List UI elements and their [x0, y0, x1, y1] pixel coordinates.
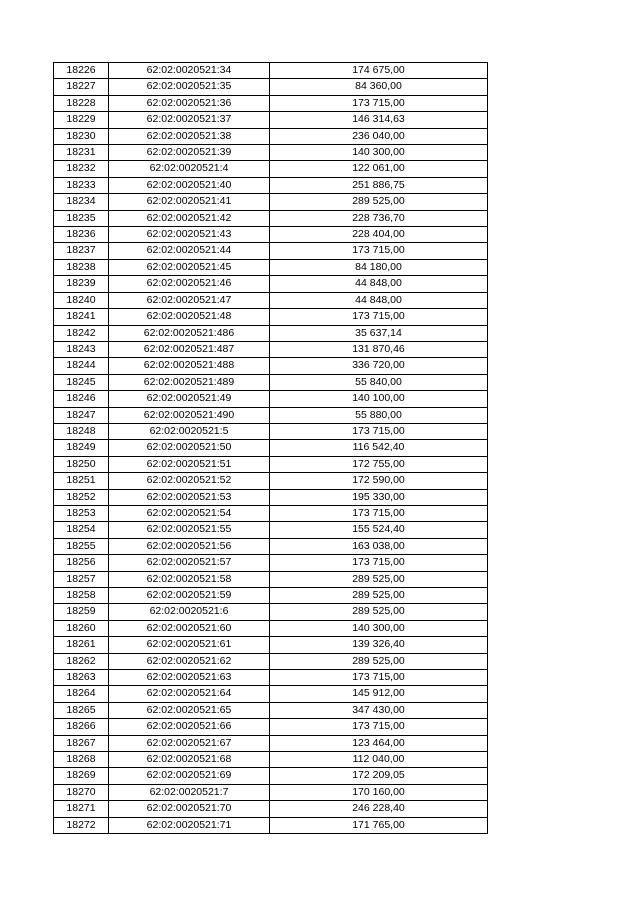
table-row: [54, 456, 488, 472]
row-number-cell: 18238: [54, 259, 109, 275]
table-row: [54, 79, 488, 95]
table-row: [54, 128, 488, 144]
value-cell: 163 038,00: [270, 538, 488, 554]
cadastral-number-cell: 62:02:0020521:487: [109, 341, 270, 357]
cadastral-number-cell: 62:02:0020521:60: [109, 620, 270, 636]
row-number-cell: 18254: [54, 522, 109, 538]
table-row: [54, 588, 488, 604]
row-number-cell: 18245: [54, 374, 109, 390]
cadastral-number-cell: 62:02:0020521:70: [109, 801, 270, 817]
cadastral-number-cell: 62:02:0020521:7: [109, 784, 270, 800]
row-number-cell: 18266: [54, 719, 109, 735]
table-row: [54, 637, 488, 653]
cadastral-number-cell: 62:02:0020521:37: [109, 112, 270, 128]
row-number-cell: 18265: [54, 702, 109, 718]
row-number-cell: 18257: [54, 571, 109, 587]
cadastral-number-cell: 62:02:0020521:36: [109, 95, 270, 111]
row-number-cell: 18236: [54, 227, 109, 243]
row-number-cell: 18237: [54, 243, 109, 259]
cadastral-number-cell: 62:02:0020521:58: [109, 571, 270, 587]
table-row: [54, 817, 488, 833]
cadastral-number-cell: 62:02:0020521:54: [109, 505, 270, 521]
value-cell: 155 524,40: [270, 522, 488, 538]
value-cell: 228 404,00: [270, 227, 488, 243]
cadastral-number-cell: 62:02:0020521:35: [109, 79, 270, 95]
cadastral-number-cell: 62:02:0020521:486: [109, 325, 270, 341]
table-row: [54, 752, 488, 768]
cadastral-number-cell: 62:02:0020521:69: [109, 768, 270, 784]
row-number-cell: 18270: [54, 784, 109, 800]
cadastral-value-table: [53, 62, 488, 834]
value-cell: 173 715,00: [270, 423, 488, 439]
cadastral-number-cell: 62:02:0020521:39: [109, 145, 270, 161]
table-row: [54, 292, 488, 308]
cadastral-number-cell: 62:02:0020521:50: [109, 440, 270, 456]
cadastral-number-cell: 62:02:0020521:48: [109, 309, 270, 325]
table-row: [54, 374, 488, 390]
value-cell: 139 326,40: [270, 637, 488, 653]
value-cell: 289 525,00: [270, 604, 488, 620]
value-cell: 236 040,00: [270, 128, 488, 144]
table-row: [54, 768, 488, 784]
table-row: [54, 440, 488, 456]
cadastral-number-cell: 62:02:0020521:47: [109, 292, 270, 308]
value-cell: 251 886,75: [270, 177, 488, 193]
row-number-cell: 18226: [54, 63, 109, 79]
value-cell: 170 160,00: [270, 784, 488, 800]
cadastral-number-cell: 62:02:0020521:489: [109, 374, 270, 390]
cadastral-number-cell: 62:02:0020521:4: [109, 161, 270, 177]
row-number-cell: 18230: [54, 128, 109, 144]
table-row: [54, 620, 488, 636]
value-cell: 122 061,00: [270, 161, 488, 177]
table-row: [54, 538, 488, 554]
cadastral-number-cell: 62:02:0020521:65: [109, 702, 270, 718]
cadastral-number-cell: 62:02:0020521:49: [109, 391, 270, 407]
table-row: [54, 670, 488, 686]
value-cell: 44 848,00: [270, 276, 488, 292]
value-cell: 173 715,00: [270, 95, 488, 111]
table-row: [54, 784, 488, 800]
row-number-cell: 18253: [54, 505, 109, 521]
value-cell: 172 590,00: [270, 473, 488, 489]
cadastral-number-cell: 62:02:0020521:40: [109, 177, 270, 193]
row-number-cell: 18261: [54, 637, 109, 653]
table-row: [54, 604, 488, 620]
cadastral-number-cell: 62:02:0020521:61: [109, 637, 270, 653]
row-number-cell: 18244: [54, 358, 109, 374]
row-number-cell: 18259: [54, 604, 109, 620]
table-row: [54, 309, 488, 325]
row-number-cell: 18229: [54, 112, 109, 128]
table-row: [54, 473, 488, 489]
value-cell: 140 100,00: [270, 391, 488, 407]
cadastral-number-cell: 62:02:0020521:64: [109, 686, 270, 702]
row-number-cell: 18228: [54, 95, 109, 111]
row-number-cell: 18263: [54, 670, 109, 686]
row-number-cell: 18269: [54, 768, 109, 784]
row-number-cell: 18256: [54, 555, 109, 571]
row-number-cell: 18241: [54, 309, 109, 325]
cadastral-number-cell: 62:02:0020521:5: [109, 423, 270, 439]
value-cell: 172 209,05: [270, 768, 488, 784]
value-cell: 289 525,00: [270, 588, 488, 604]
value-cell: 44 848,00: [270, 292, 488, 308]
row-number-cell: 18252: [54, 489, 109, 505]
table-row: [54, 63, 488, 79]
value-cell: 55 840,00: [270, 374, 488, 390]
value-cell: 84 180,00: [270, 259, 488, 275]
table-row: [54, 702, 488, 718]
row-number-cell: 18247: [54, 407, 109, 423]
table-row: [54, 801, 488, 817]
cadastral-number-cell: 62:02:0020521:59: [109, 588, 270, 604]
table-row: [54, 177, 488, 193]
table-row: [54, 194, 488, 210]
table-row: [54, 391, 488, 407]
value-cell: 289 525,00: [270, 571, 488, 587]
value-cell: 146 314,63: [270, 112, 488, 128]
row-number-cell: 18272: [54, 817, 109, 833]
row-number-cell: 18255: [54, 538, 109, 554]
value-cell: 172 755,00: [270, 456, 488, 472]
table-row: [54, 259, 488, 275]
value-cell: 55 880,00: [270, 407, 488, 423]
value-cell: 173 715,00: [270, 243, 488, 259]
table-row: [54, 571, 488, 587]
row-number-cell: 18234: [54, 194, 109, 210]
row-number-cell: 18267: [54, 735, 109, 751]
row-number-cell: 18231: [54, 145, 109, 161]
table-row: [54, 358, 488, 374]
table-row: [54, 276, 488, 292]
table-row: [54, 522, 488, 538]
value-cell: 174 675,00: [270, 63, 488, 79]
table-row: [54, 407, 488, 423]
value-cell: 195 330,00: [270, 489, 488, 505]
cadastral-number-cell: 62:02:0020521:67: [109, 735, 270, 751]
row-number-cell: 18243: [54, 341, 109, 357]
table-row: [54, 489, 488, 505]
row-number-cell: 18251: [54, 473, 109, 489]
row-number-cell: 18239: [54, 276, 109, 292]
row-number-cell: 18264: [54, 686, 109, 702]
cadastral-number-cell: 62:02:0020521:43: [109, 227, 270, 243]
cadastral-number-cell: 62:02:0020521:490: [109, 407, 270, 423]
value-cell: 289 525,00: [270, 194, 488, 210]
value-cell: 171 765,00: [270, 817, 488, 833]
value-cell: 116 542,40: [270, 440, 488, 456]
value-cell: 112 040,00: [270, 752, 488, 768]
table-row: [54, 243, 488, 259]
value-cell: 84 360,00: [270, 79, 488, 95]
table-row: [54, 145, 488, 161]
table-row: [54, 161, 488, 177]
cadastral-number-cell: 62:02:0020521:56: [109, 538, 270, 554]
value-cell: 35 637,14: [270, 325, 488, 341]
value-cell: 173 715,00: [270, 555, 488, 571]
row-number-cell: 18233: [54, 177, 109, 193]
row-number-cell: 18262: [54, 653, 109, 669]
table-row: [54, 423, 488, 439]
table-row: [54, 719, 488, 735]
value-cell: 145 912,00: [270, 686, 488, 702]
table-row: [54, 227, 488, 243]
table-row: [54, 341, 488, 357]
cadastral-number-cell: 62:02:0020521:44: [109, 243, 270, 259]
value-cell: 131 870,46: [270, 341, 488, 357]
cadastral-number-cell: 62:02:0020521:42: [109, 210, 270, 226]
row-number-cell: 18249: [54, 440, 109, 456]
table-row: [54, 112, 488, 128]
value-cell: 173 715,00: [270, 670, 488, 686]
cadastral-number-cell: 62:02:0020521:52: [109, 473, 270, 489]
row-number-cell: 18258: [54, 588, 109, 604]
table-row: [54, 686, 488, 702]
value-cell: 228 736,70: [270, 210, 488, 226]
row-number-cell: 18235: [54, 210, 109, 226]
value-cell: 289 525,00: [270, 653, 488, 669]
cadastral-number-cell: 62:02:0020521:6: [109, 604, 270, 620]
table-row: [54, 325, 488, 341]
cadastral-number-cell: 62:02:0020521:63: [109, 670, 270, 686]
table-row: [54, 555, 488, 571]
value-cell: 173 715,00: [270, 719, 488, 735]
cadastral-number-cell: 62:02:0020521:51: [109, 456, 270, 472]
cadastral-number-cell: 62:02:0020521:71: [109, 817, 270, 833]
row-number-cell: 18248: [54, 423, 109, 439]
table-row: [54, 735, 488, 751]
value-cell: 173 715,00: [270, 505, 488, 521]
cadastral-number-cell: 62:02:0020521:68: [109, 752, 270, 768]
cadastral-number-cell: 62:02:0020521:45: [109, 259, 270, 275]
cadastral-number-cell: 62:02:0020521:46: [109, 276, 270, 292]
table-body: [54, 63, 488, 834]
row-number-cell: 18250: [54, 456, 109, 472]
cadastral-number-cell: 62:02:0020521:488: [109, 358, 270, 374]
value-cell: 336 720,00: [270, 358, 488, 374]
cadastral-number-cell: 62:02:0020521:38: [109, 128, 270, 144]
row-number-cell: 18240: [54, 292, 109, 308]
value-cell: 140 300,00: [270, 145, 488, 161]
cadastral-number-cell: 62:02:0020521:53: [109, 489, 270, 505]
cadastral-number-cell: 62:02:0020521:34: [109, 63, 270, 79]
value-cell: 246 228,40: [270, 801, 488, 817]
value-cell: 347 430,00: [270, 702, 488, 718]
cadastral-number-cell: 62:02:0020521:66: [109, 719, 270, 735]
row-number-cell: 18232: [54, 161, 109, 177]
row-number-cell: 18242: [54, 325, 109, 341]
row-number-cell: 18246: [54, 391, 109, 407]
value-cell: 173 715,00: [270, 309, 488, 325]
value-cell: 140 300,00: [270, 620, 488, 636]
row-number-cell: 18271: [54, 801, 109, 817]
cadastral-number-cell: 62:02:0020521:62: [109, 653, 270, 669]
row-number-cell: 18227: [54, 79, 109, 95]
cadastral-number-cell: 62:02:0020521:41: [109, 194, 270, 210]
table-row: [54, 95, 488, 111]
row-number-cell: 18268: [54, 752, 109, 768]
table-row: [54, 653, 488, 669]
table-row: [54, 505, 488, 521]
table-row: [54, 210, 488, 226]
cadastral-number-cell: 62:02:0020521:57: [109, 555, 270, 571]
value-cell: 123 464,00: [270, 735, 488, 751]
row-number-cell: 18260: [54, 620, 109, 636]
cadastral-number-cell: 62:02:0020521:55: [109, 522, 270, 538]
